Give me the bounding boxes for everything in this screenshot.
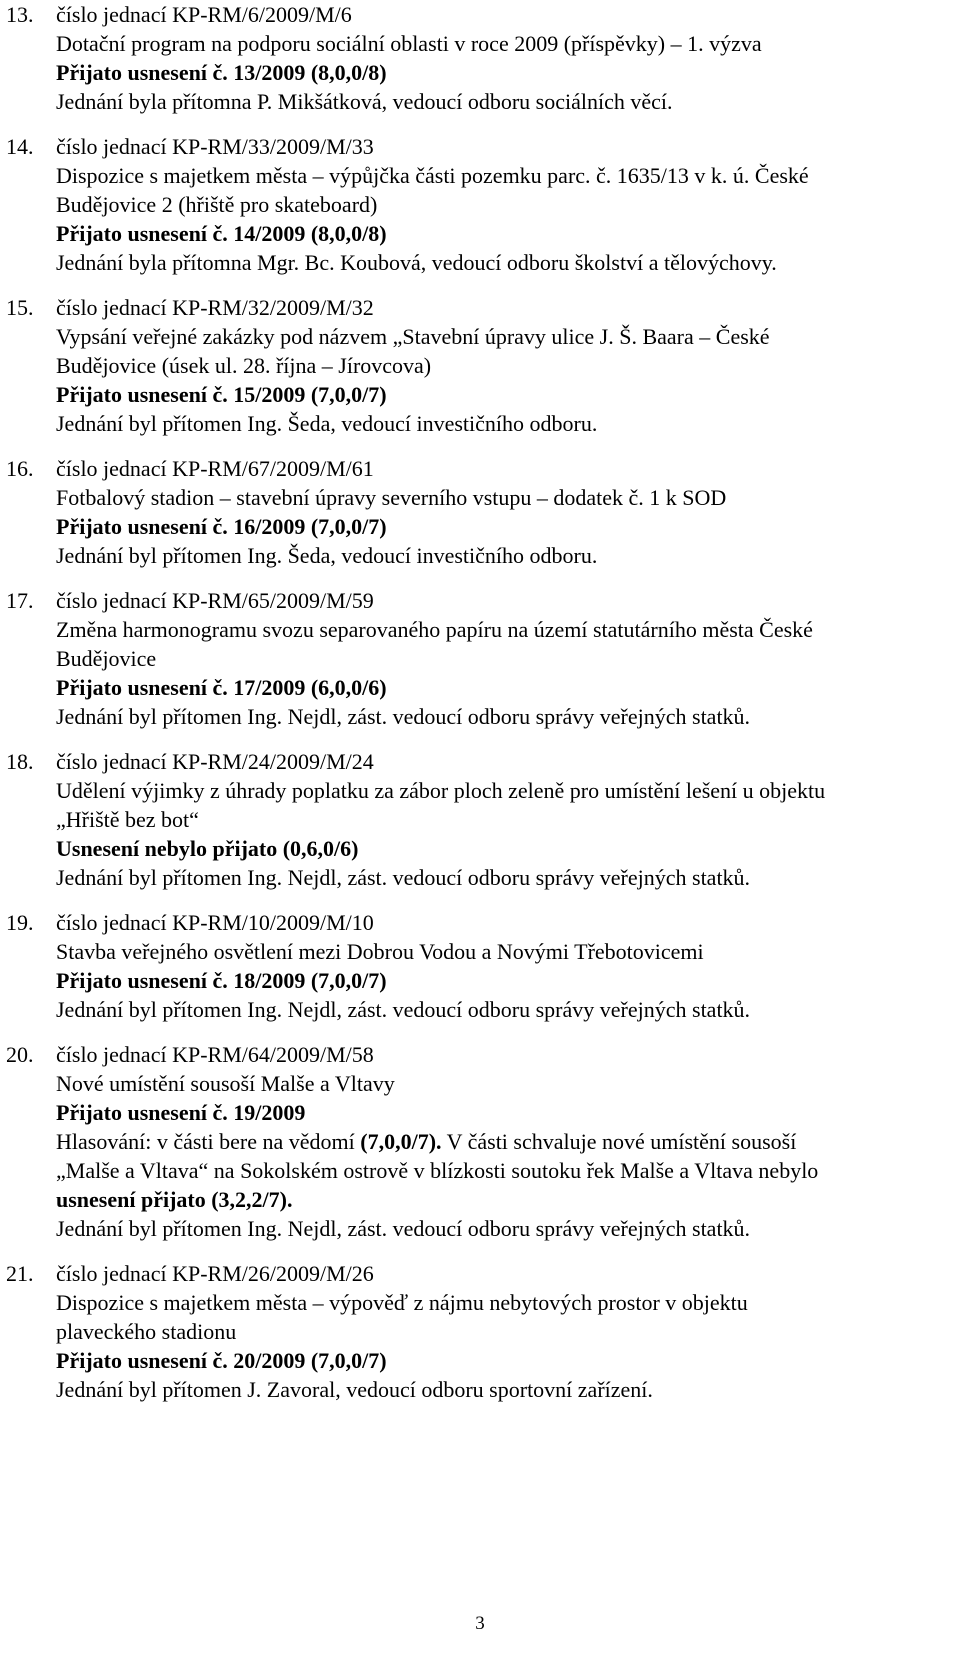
item-number: 17. bbox=[6, 588, 34, 613]
resolution-result: Přijato usnesení č. 19/2009 bbox=[56, 1100, 306, 1125]
resolution-result: Přijato usnesení č. 13/2009 (8,0,0/8) bbox=[56, 60, 387, 85]
item-subject-cont: „Hřiště bez bot“ bbox=[56, 807, 199, 832]
item-number: 21. bbox=[6, 1261, 34, 1286]
present-person: Jednání byl přítomen J. Zavoral, vedoucí odboru sportovní zařízení. bbox=[56, 1377, 653, 1402]
item-subject: Vypsání veřejné zakázky pod názvem „Stavební úpravy ulice J. Š. Baara – České bbox=[56, 324, 770, 349]
item-subject: Dispozice s majetkem města – výpůjčka části pozemku parc. č. 1635/13 v k. ú. České bbox=[56, 163, 809, 188]
reference-number: číslo jednací KP-RM/6/2009/M/6 bbox=[56, 2, 352, 27]
resolution-result: Přijato usnesení č. 14/2009 (8,0,0/8) bbox=[56, 221, 387, 246]
agenda-item-15 bbox=[0, 293, 960, 438]
agenda-item-17 bbox=[0, 586, 960, 731]
reference-number: číslo jednací KP-RM/24/2009/M/24 bbox=[56, 749, 374, 774]
agenda-item-16 bbox=[0, 454, 960, 570]
reference-number: číslo jednací KP-RM/64/2009/M/58 bbox=[56, 1042, 374, 1067]
resolution-result: Přijato usnesení č. 15/2009 (7,0,0/7) bbox=[56, 382, 387, 407]
agenda-ref-line bbox=[0, 293, 960, 322]
present-person: Jednání byl přítomen Ing. Šeda, vedoucí investičního odboru. bbox=[56, 411, 598, 436]
item-subject: Nové umístění sousoší Malše a Vltavy bbox=[56, 1071, 395, 1096]
reference-number: číslo jednací KP-RM/33/2009/M/33 bbox=[56, 134, 374, 159]
agenda-ref-line bbox=[0, 747, 960, 776]
present-person: Jednání byl přítomen Ing. Šeda, vedoucí investičního odboru. bbox=[56, 543, 598, 568]
resolution-result: Přijato usnesení č. 18/2009 (7,0,0/7) bbox=[56, 968, 387, 993]
resolution-result: Usnesení nebylo přijato (0,6,0/6) bbox=[56, 836, 359, 861]
item-number: 13. bbox=[6, 2, 34, 27]
agenda-item-18 bbox=[0, 747, 960, 892]
vote-line-1 bbox=[0, 1127, 960, 1156]
agenda-item-14 bbox=[0, 132, 960, 277]
item-number: 16. bbox=[6, 456, 34, 481]
resolution-result: Přijato usnesení č. 17/2009 (6,0,0/6) bbox=[56, 675, 387, 700]
present-person: Jednání byl přítomen Ing. Nejdl, zást. vedoucí odboru správy veřejných statků. bbox=[56, 865, 751, 890]
agenda-item-13 bbox=[0, 0, 960, 116]
item-subject: Udělení výjimky z úhrady poplatku za zábor ploch zeleně pro umístění lešení u objektu bbox=[56, 778, 826, 803]
reference-number: číslo jednací KP-RM/65/2009/M/59 bbox=[56, 588, 374, 613]
resolution-result: Přijato usnesení č. 16/2009 (7,0,0/7) bbox=[56, 514, 387, 539]
item-subject: Dotační program na podporu sociální oblasti v roce 2009 (příspěvky) – 1. výzva bbox=[56, 31, 762, 56]
present-person: Jednání byl přítomen Ing. Nejdl, zást. vedoucí odboru správy veřejných statků. bbox=[56, 1216, 751, 1241]
item-subject: Fotbalový stadion – stavební úpravy severního vstupu – dodatek č. 1 k SOD bbox=[56, 485, 727, 510]
present-person: Jednání byl přítomen Ing. Nejdl, zást. vedoucí odboru správy veřejných statků. bbox=[56, 997, 751, 1022]
page-number: 3 bbox=[475, 1613, 485, 1634]
vote-prefix: Hlasování: v části bere na vědomí bbox=[56, 1129, 361, 1154]
vote-count-rejected: usnesení přijato (3,2,2/7). bbox=[56, 1187, 293, 1212]
item-number: 20. bbox=[6, 1042, 34, 1067]
item-subject: Dispozice s majetkem města – výpověď z nájmu nebytových prostor v objektu bbox=[56, 1290, 748, 1315]
item-subject-cont: plaveckého stadionu bbox=[56, 1319, 237, 1344]
vote-middle: V části schvaluje nové umístění sousoší bbox=[441, 1129, 797, 1154]
item-number: 15. bbox=[6, 295, 34, 320]
item-number: 14. bbox=[6, 134, 34, 159]
agenda-item-19 bbox=[0, 908, 960, 1024]
agenda-item-21 bbox=[0, 1259, 960, 1404]
agenda-ref-line bbox=[0, 454, 960, 483]
item-subject-cont: Budějovice (úsek ul. 28. října – Jírovcova) bbox=[56, 353, 432, 378]
agenda-ref-line bbox=[0, 586, 960, 615]
reference-number: číslo jednací KP-RM/26/2009/M/26 bbox=[56, 1261, 374, 1286]
vote-line-2: „Malše a Vltava“ na Sokolském ostrově v blízkosti soutoku řek Malše a Vltava nebylo bbox=[56, 1158, 819, 1183]
item-subject: Změna harmonogramu svozu separovaného papíru na území statutárního města České bbox=[56, 617, 813, 642]
item-number: 19. bbox=[6, 910, 34, 935]
agenda-ref-line bbox=[0, 0, 960, 29]
present-person: Jednání byl přítomen Ing. Nejdl, zást. vedoucí odboru správy veřejných statků. bbox=[56, 704, 751, 729]
agenda-ref-line bbox=[0, 1040, 960, 1069]
item-number: 18. bbox=[6, 749, 34, 774]
reference-number: číslo jednací KP-RM/10/2009/M/10 bbox=[56, 910, 374, 935]
agenda-ref-line bbox=[0, 908, 960, 937]
agenda-ref-line bbox=[0, 132, 960, 161]
present-person: Jednání byla přítomna Mgr. Bc. Koubová, vedoucí odboru školství a tělovýchovy. bbox=[56, 250, 777, 275]
reference-number: číslo jednací KP-RM/32/2009/M/32 bbox=[56, 295, 374, 320]
agenda-item-20 bbox=[0, 1040, 960, 1243]
item-subject-cont: Budějovice bbox=[56, 646, 157, 671]
agenda-ref-line bbox=[0, 1259, 960, 1288]
reference-number: číslo jednací KP-RM/67/2009/M/61 bbox=[56, 456, 374, 481]
present-person: Jednání byla přítomna P. Mikšátková, vedoucí odboru sociálních věcí. bbox=[56, 89, 673, 114]
item-subject: Stavba veřejného osvětlení mezi Dobrou Vodou a Novými Třebotovicemi bbox=[56, 939, 704, 964]
resolution-result: Přijato usnesení č. 20/2009 (7,0,0/7) bbox=[56, 1348, 387, 1373]
vote-count-accepted: (7,0,0/7). bbox=[360, 1129, 442, 1154]
item-subject-cont: Budějovice 2 (hřiště pro skateboard) bbox=[56, 192, 378, 217]
